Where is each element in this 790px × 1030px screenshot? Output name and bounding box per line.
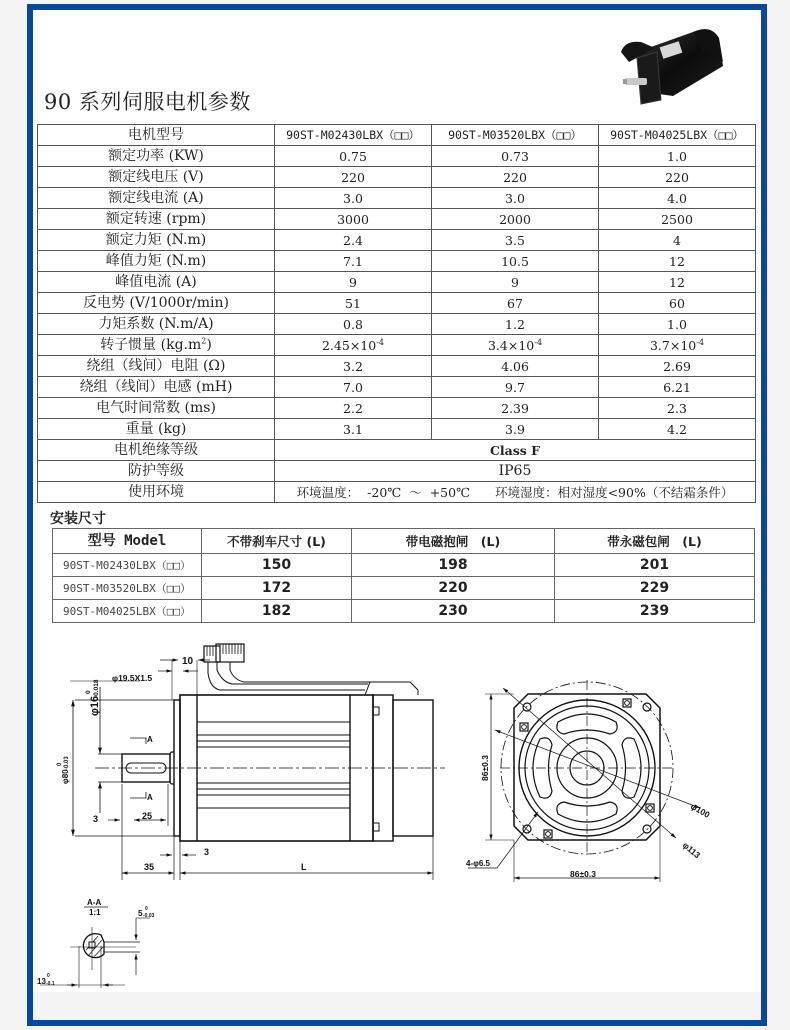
- spec-value: 220: [275, 167, 432, 188]
- dim-l: L: [301, 862, 307, 872]
- mount-value: 239: [555, 600, 755, 623]
- dim-height: 86±0.3: [480, 755, 490, 781]
- spec-value: 51: [275, 293, 432, 314]
- spec-label: 电机绝缘等级: [38, 440, 275, 461]
- spec-value: 3.1: [275, 419, 432, 440]
- spec-value: 9.7: [432, 377, 599, 398]
- dim-pcd: φ100: [689, 801, 712, 820]
- section-label: A-A: [87, 898, 102, 907]
- page-title: 90 系列伺服电机参数: [44, 90, 251, 114]
- mount-header: 型号 Model: [53, 529, 202, 554]
- spec-value: 2000: [432, 209, 599, 230]
- mount-header: 带电磁抱闸 (L): [352, 529, 555, 554]
- spec-value: 4: [599, 230, 756, 251]
- spec-header-model: 90ST-M02430LBX（□□）: [275, 125, 432, 146]
- mount-value: 150: [202, 554, 352, 577]
- mount-model: 90ST-M03520LBX（□□）: [53, 577, 202, 600]
- spec-value: 10.5: [432, 251, 599, 272]
- spec-value: Class F: [275, 440, 756, 461]
- spec-value: 3.0: [275, 188, 432, 209]
- dim-key: 5: [138, 909, 143, 918]
- dim-spigot: φ80: [61, 769, 70, 784]
- mount-value: 172: [202, 577, 352, 600]
- spec-value: 1.0: [599, 314, 756, 335]
- section-scale: 1:1: [89, 908, 101, 917]
- mount-section-title: 安装尺寸: [50, 511, 106, 527]
- spec-value-base: 2.45×10: [321, 337, 377, 353]
- spec-value: 12: [599, 272, 756, 293]
- dim-key-tol: -0.03: [143, 913, 155, 919]
- spec-value: 3.2: [275, 356, 432, 377]
- spec-label: 峰值电流 (A): [38, 272, 275, 293]
- spec-label: 使用环境: [38, 482, 275, 503]
- dim-35: 35: [144, 862, 155, 872]
- spec-value: 1.0: [599, 146, 756, 167]
- spec-value: 60: [599, 293, 756, 314]
- spec-value-base: 3.4×10: [487, 337, 535, 353]
- spec-value: 1.2: [432, 314, 599, 335]
- dim-depth: 13: [37, 977, 46, 986]
- dim-step: φ19.5X1.5: [112, 673, 153, 683]
- dim-shaft-tol: -0.018: [93, 679, 100, 698]
- mount-value: 182: [202, 600, 352, 623]
- spec-value: 12: [599, 251, 756, 272]
- spec-value: 2.69: [599, 356, 756, 377]
- dim-key-tol-top: 0: [145, 906, 148, 912]
- spec-value: 0.75: [275, 146, 432, 167]
- spec-label: 反电势 (V/1000r/min): [38, 293, 275, 314]
- dim-depth-tol-top: 0: [47, 973, 50, 979]
- mount-value: 230: [352, 600, 555, 623]
- section-aa-drawing: [37, 898, 155, 988]
- dim-width: 86±0.3: [570, 869, 596, 879]
- spec-value: 7.0: [275, 377, 432, 398]
- spec-value: 9: [275, 272, 432, 293]
- spec-value: 2.3: [599, 398, 756, 419]
- spec-value: 4.06: [432, 356, 599, 377]
- front-view-drawing: [466, 680, 712, 882]
- spec-label-end: ): [206, 336, 212, 353]
- spec-value: 220: [599, 167, 756, 188]
- spec-value-exp: -4: [696, 337, 705, 347]
- spec-label: 额定力矩 (N.m): [38, 230, 275, 251]
- spec-label: 额定转速 (rpm): [38, 209, 275, 230]
- spec-value: 4.0: [599, 188, 756, 209]
- spec-value: 0.8: [275, 314, 432, 335]
- spec-value: 3.9: [432, 419, 599, 440]
- dim-3a: 3: [93, 814, 99, 824]
- spec-value: 9: [432, 272, 599, 293]
- spec-label: 电气时间常数 (ms): [38, 398, 275, 419]
- mount-value: 198: [352, 554, 555, 577]
- spec-value-base: 3.7×10: [649, 337, 697, 353]
- spec-value: 2.39: [432, 398, 599, 419]
- spec-label: 额定功率 (KW): [38, 146, 275, 167]
- dim-depth-tol: -0.1: [46, 981, 55, 987]
- spec-value: 6.21: [599, 377, 756, 398]
- dim-shaft-group: [85, 679, 101, 716]
- spec-header-model: 90ST-M03520LBX（□□）: [432, 125, 599, 146]
- mount-value: 229: [555, 577, 755, 600]
- dim-outer: φ113: [680, 839, 703, 861]
- spec-label: 重量 (kg): [38, 419, 275, 440]
- spec-value: 2.2: [275, 398, 432, 419]
- mount-header: 不带刹车尺寸 (L): [202, 529, 352, 554]
- spec-value: 4.2: [599, 419, 756, 440]
- spec-label: 额定线电压 (V): [38, 167, 275, 188]
- spec-value: 220: [432, 167, 599, 188]
- spec-label-text: 转子惯量 (kg.m: [100, 336, 202, 353]
- spec-value: IP65: [275, 461, 756, 482]
- spec-value: 3000: [275, 209, 432, 230]
- spec-value: 7.1: [275, 251, 432, 272]
- section-mark-a: A: [147, 735, 153, 744]
- dim-shaft: φ16: [89, 695, 101, 716]
- side-view-drawing: [57, 644, 445, 880]
- spec-value: 2.4: [275, 230, 432, 251]
- spec-label: 峰值力矩 (N.m): [38, 251, 275, 272]
- dim-holes: 4-φ6.5: [466, 859, 490, 868]
- spec-header-label: 电机型号: [38, 125, 275, 146]
- spec-label: 额定线电流 (A): [38, 188, 275, 209]
- spec-value-exp: -4: [534, 337, 543, 347]
- spec-value: 2500: [599, 209, 756, 230]
- spec-value: 67: [432, 293, 599, 314]
- spec-value: 3.5: [432, 230, 599, 251]
- mount-value: 201: [555, 554, 755, 577]
- spec-header-model: 90ST-M04025LBX（□□）: [599, 125, 756, 146]
- spec-label: 绕组（线间）电阻 (Ω): [38, 356, 275, 377]
- mount-header: 带永磁包闸 (L): [555, 529, 755, 554]
- dim-spigot-group: [57, 756, 70, 784]
- spec-label-sup: 2: [201, 335, 207, 345]
- spec-value-exp: -4: [376, 337, 384, 347]
- mount-value: 220: [352, 577, 555, 600]
- mount-model: 90ST-M02430LBX（□□）: [53, 554, 202, 577]
- dim-shaft-tol-top: 0: [85, 690, 92, 694]
- spec-label: 绕组（线间）电感 (mH): [38, 377, 275, 398]
- dim-spigot-tol-top: 0: [57, 762, 63, 766]
- spec-value: 环境温度： -20℃ ～ +50℃ 环境湿度：相对湿度<90%（不结霜条件）: [275, 482, 756, 503]
- spec-label: 防护等级: [38, 461, 275, 482]
- dim-25: 25: [142, 811, 153, 821]
- spec-value: 3.0: [432, 188, 599, 209]
- mount-model: 90ST-M04025LBX（□□）: [53, 600, 202, 623]
- dim-10: 10: [182, 656, 194, 667]
- spec-value: 0.73: [432, 146, 599, 167]
- spec-label: 力矩系数 (N.m/A): [38, 314, 275, 335]
- dim-spigot-tol: -0.03: [64, 756, 70, 770]
- section-mark-a: A: [147, 793, 153, 802]
- dim-3b: 3: [204, 847, 210, 857]
